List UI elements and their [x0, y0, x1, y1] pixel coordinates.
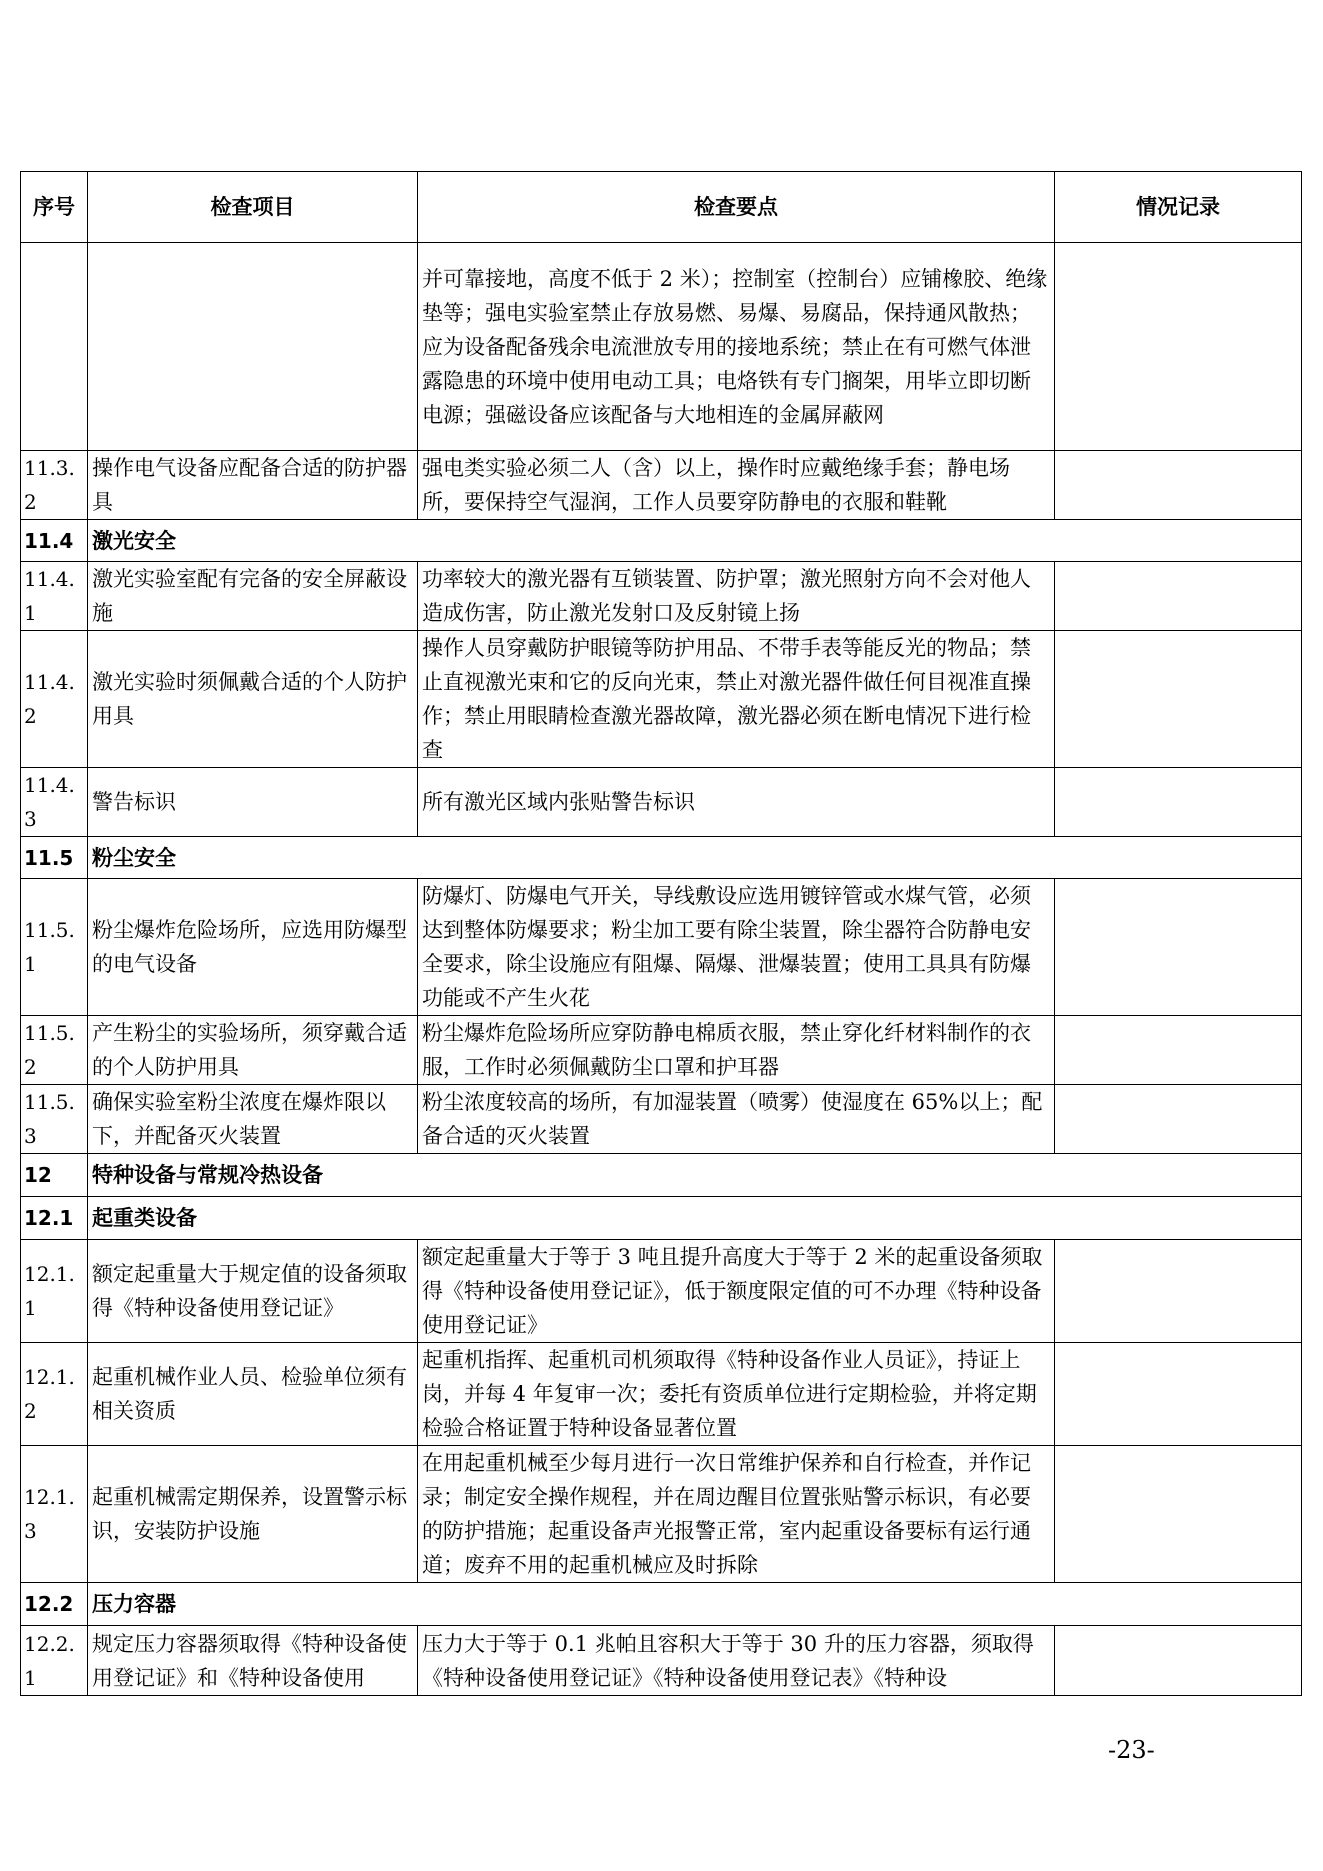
row-number: 11.4.1 — [21, 562, 88, 631]
check-item: 操作电气设备应配备合适的防护器具 — [88, 451, 418, 520]
page-number: -23- — [1108, 1736, 1155, 1764]
check-item — [88, 243, 418, 451]
record-cell[interactable] — [1055, 879, 1302, 1016]
check-points: 强电类实验必须二人（含）以上，操作时应戴绝缘手套；静电场所，要保持空气湿润，工作人员要穿防静电的衣服和鞋靴 — [418, 451, 1055, 520]
check-item: 确保实验室粉尘浓度在爆炸限以下，并配备灭火装置 — [88, 1085, 418, 1154]
check-item: 额定起重量大于规定值的设备须取得《特种设备使用登记证》 — [88, 1240, 418, 1343]
table-header-row — [21, 172, 1302, 243]
check-points: 在用起重机械至少每月进行一次日常维护保养和自行检查，并作记录；制定安全操作规程，并在周边醒目位置张贴警示标识，有必要的防护措施；起重设备声光报警正常，室内起重设备要标有运行通道；废弃不用的起重机械应及时拆除 — [418, 1446, 1055, 1583]
row-number: 12.1.2 — [21, 1343, 88, 1446]
section-title: 粉尘安全 — [88, 837, 1302, 879]
check-points: 操作人员穿戴防护眼镜等防护用品、不带手表等能反光的物品；禁止直视激光束和它的反向光束，禁止对激光器件做任何目视准直操作；禁止用眼睛检查激光器故障，激光器必须在断电情况下进行检查 — [418, 631, 1055, 768]
table-body — [21, 243, 1302, 1696]
section-title: 起重类设备 — [88, 1197, 1302, 1240]
header-record: 情况记录 — [1055, 172, 1302, 243]
check-item: 起重机械需定期保养，设置警示标识，安装防护设施 — [88, 1446, 418, 1583]
table-row — [21, 1085, 1302, 1154]
row-number: 12.1.1 — [21, 1240, 88, 1343]
row-number: 11.4.2 — [21, 631, 88, 768]
section-number: 12 — [21, 1154, 88, 1197]
table-row — [21, 1240, 1302, 1343]
check-points: 功率较大的激光器有互锁装置、防护罩；激光照射方向不会对他人造成伤害，防止激光发射口及反射镜上扬 — [418, 562, 1055, 631]
row-number: 12.1.3 — [21, 1446, 88, 1583]
check-points: 粉尘浓度较高的场所，有加湿装置（喷雾）使湿度在 65%以上；配备合适的灭火装置 — [418, 1085, 1055, 1154]
record-cell[interactable] — [1055, 1085, 1302, 1154]
check-item: 激光实验时须佩戴合适的个人防护用具 — [88, 631, 418, 768]
record-cell[interactable] — [1055, 1240, 1302, 1343]
table-row — [21, 1343, 1302, 1446]
row-number: 11.5.1 — [21, 879, 88, 1016]
row-number: 11.4.3 — [21, 768, 88, 837]
inspection-table — [20, 171, 1302, 1696]
table-row — [21, 562, 1302, 631]
header-points: 检查要点 — [418, 172, 1055, 243]
section-row — [21, 1197, 1302, 1240]
check-item: 产生粉尘的实验场所，须穿戴合适的个人防护用具 — [88, 1016, 418, 1085]
check-points: 额定起重量大于等于 3 吨且提升高度大于等于 2 米的起重设备须取得《特种设备使用登记证》，低于额度限定值的可不办理《特种设备使用登记证》 — [418, 1240, 1055, 1343]
section-row — [21, 1154, 1302, 1197]
table-row — [21, 451, 1302, 520]
check-points: 防爆灯、防爆电气开关，导线敷设应选用镀锌管或水煤气管，必须达到整体防爆要求；粉尘加工要有除尘装置，除尘器符合防静电安全要求，除尘设施应有阻爆、隔爆、泄爆装置；使用工具具有防爆功能或不产生火花 — [418, 879, 1055, 1016]
table-row — [21, 1016, 1302, 1085]
check-item: 粉尘爆炸危险场所，应选用防爆型的电气设备 — [88, 879, 418, 1016]
check-item: 起重机械作业人员、检验单位须有相关资质 — [88, 1343, 418, 1446]
row-number — [21, 243, 88, 451]
table-row — [21, 243, 1302, 451]
record-cell[interactable] — [1055, 451, 1302, 520]
section-title: 压力容器 — [88, 1583, 1302, 1626]
section-number: 11.5 — [21, 837, 88, 879]
check-points: 并可靠接地，高度不低于 2 米）；控制室（控制台）应铺橡胶、绝缘垫等；强电实验室禁止存放易燃、易爆、易腐品，保持通风散热；应为设备配备残余电流泄放专用的接地系统；禁止在有可燃气体泄露隐患的环境中使用电动工具；电烙铁有专门搁架，用毕立即切断电源；强磁设备应该配备与大地相连的金属屏蔽网 — [418, 243, 1055, 451]
section-title: 特种设备与常规冷热设备 — [88, 1154, 1302, 1197]
record-cell[interactable] — [1055, 1626, 1302, 1696]
record-cell[interactable] — [1055, 631, 1302, 768]
row-number: 12.2.1 — [21, 1626, 88, 1696]
record-cell[interactable] — [1055, 1446, 1302, 1583]
check-item: 警告标识 — [88, 768, 418, 837]
table-row — [21, 1446, 1302, 1583]
record-cell[interactable] — [1055, 243, 1302, 451]
row-number: 11.3.2 — [21, 451, 88, 520]
section-number: 12.1 — [21, 1197, 88, 1240]
table-row — [21, 768, 1302, 837]
table-row — [21, 879, 1302, 1016]
record-cell[interactable] — [1055, 1343, 1302, 1446]
header-item: 检查项目 — [88, 172, 418, 243]
section-number: 12.2 — [21, 1583, 88, 1626]
section-row — [21, 520, 1302, 562]
check-points: 所有激光区域内张贴警告标识 — [418, 768, 1055, 837]
table-row — [21, 631, 1302, 768]
row-number: 11.5.2 — [21, 1016, 88, 1085]
check-item: 激光实验室配有完备的安全屏蔽设施 — [88, 562, 418, 631]
section-row — [21, 1583, 1302, 1626]
table-row — [21, 1626, 1302, 1696]
check-points: 起重机指挥、起重机司机须取得《特种设备作业人员证》，持证上岗，并每 4 年复审一次；委托有资质单位进行定期检验，并将定期检验合格证置于特种设备显著位置 — [418, 1343, 1055, 1446]
record-cell[interactable] — [1055, 1016, 1302, 1085]
row-number: 11.5.3 — [21, 1085, 88, 1154]
record-cell[interactable] — [1055, 562, 1302, 631]
record-cell[interactable] — [1055, 768, 1302, 837]
section-number: 11.4 — [21, 520, 88, 562]
header-no: 序号 — [21, 172, 88, 243]
section-title: 激光安全 — [88, 520, 1302, 562]
section-row — [21, 837, 1302, 879]
check-item: 规定压力容器须取得《特种设备使用登记证》和《特种设备使用 — [88, 1626, 418, 1696]
check-points: 压力大于等于 0.1 兆帕且容积大于等于 30 升的压力容器，须取得《特种设备使用登记证》《特种设备使用登记表》《特种设 — [418, 1626, 1055, 1696]
check-points: 粉尘爆炸危险场所应穿防静电棉质衣服，禁止穿化纤材料制作的衣服，工作时必须佩戴防尘口罩和护耳器 — [418, 1016, 1055, 1085]
